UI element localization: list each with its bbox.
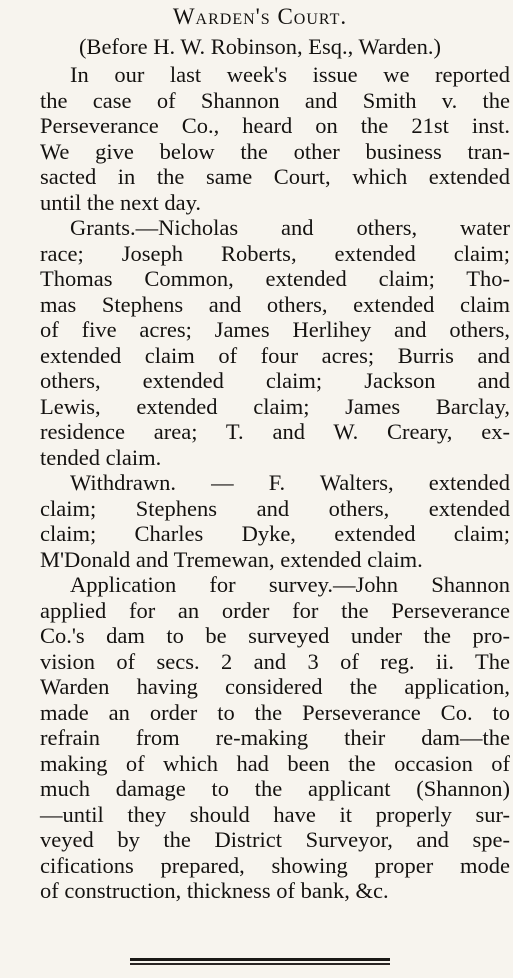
text-line: tended claim.	[40, 444, 162, 470]
closing-rule	[130, 958, 390, 968]
text-line: Application for survey.—John Shannon	[70, 572, 510, 597]
rule-thin	[130, 963, 390, 965]
text-line: sacted in the same Court, which extended	[40, 164, 510, 189]
text-line: others, extended claim; Jackson and	[40, 368, 510, 393]
text-line: refrain from re-making their dam—the	[40, 725, 510, 750]
text-line: the case of Shannon and Smith v. the	[40, 87, 510, 113]
text-line: claim; Stephens and others, extended	[40, 495, 510, 521]
text-line: of five acres; James Herlihey and others,	[40, 317, 510, 342]
text-line: of construction, thickness of bank, &c.	[40, 878, 389, 903]
article-heading: Warden's Court.	[172, 4, 348, 29]
rule-thick	[130, 958, 390, 961]
text-line: Warden having considered the application,	[40, 674, 510, 699]
text-line: much damage to the applicant (Shannon)	[40, 776, 510, 801]
paragraph-2	[10, 215, 510, 470]
text-line: Lewis, extended claim; James Barclay,	[40, 393, 510, 419]
article-body	[10, 62, 510, 904]
article	[10, 0, 510, 904]
text-line: Grants.—Nicholas and others, water	[70, 215, 510, 240]
text-line: veyed by the District Surveyor, and spe-	[40, 827, 510, 852]
text-line: M'Donald and Tremewan, extended claim.	[40, 546, 423, 572]
text-line: Co.'s dam to be surveyed under the pro-	[40, 623, 510, 648]
text-line: race; Joseph Roberts, extended claim;	[40, 240, 510, 266]
text-line: Withdrawn. — F. Walters, extended	[70, 470, 510, 495]
text-line: vision of secs. 2 and 3 of reg. ii. The	[40, 648, 510, 674]
text-line: until the next day.	[40, 189, 202, 215]
text-line: extended claim of four acres; Burris and	[40, 342, 510, 368]
paragraph-4	[10, 572, 510, 904]
text-line: We give below the other business tran-	[40, 138, 510, 164]
article-subheading: (Before H. W. Robinson, Esq., Warden.)	[78, 34, 442, 59]
paragraph-1	[10, 62, 510, 215]
text-line: —until they should have it properly sur-	[40, 801, 510, 827]
text-line: mas Stephens and others, extended claim	[40, 291, 510, 317]
text-line: In our last week's issue we reported	[70, 62, 510, 87]
text-line: cifications prepared, showing proper mode	[40, 852, 510, 878]
text-line: Thomas Common, extended claim; Tho-	[40, 266, 510, 291]
paragraph-3	[10, 470, 510, 572]
text-line: made an order to the Perseverance Co. to	[40, 699, 510, 725]
text-line: making of which had been the occasion of	[40, 750, 510, 776]
text-line: residence area; T. and W. Creary, ex-	[40, 419, 510, 444]
text-line: applied for an order for the Perseverance	[40, 597, 510, 623]
text-line: claim; Charles Dyke, extended claim;	[40, 521, 510, 546]
text-line: Perseverance Co., heard on the 21st inst.	[40, 113, 510, 138]
